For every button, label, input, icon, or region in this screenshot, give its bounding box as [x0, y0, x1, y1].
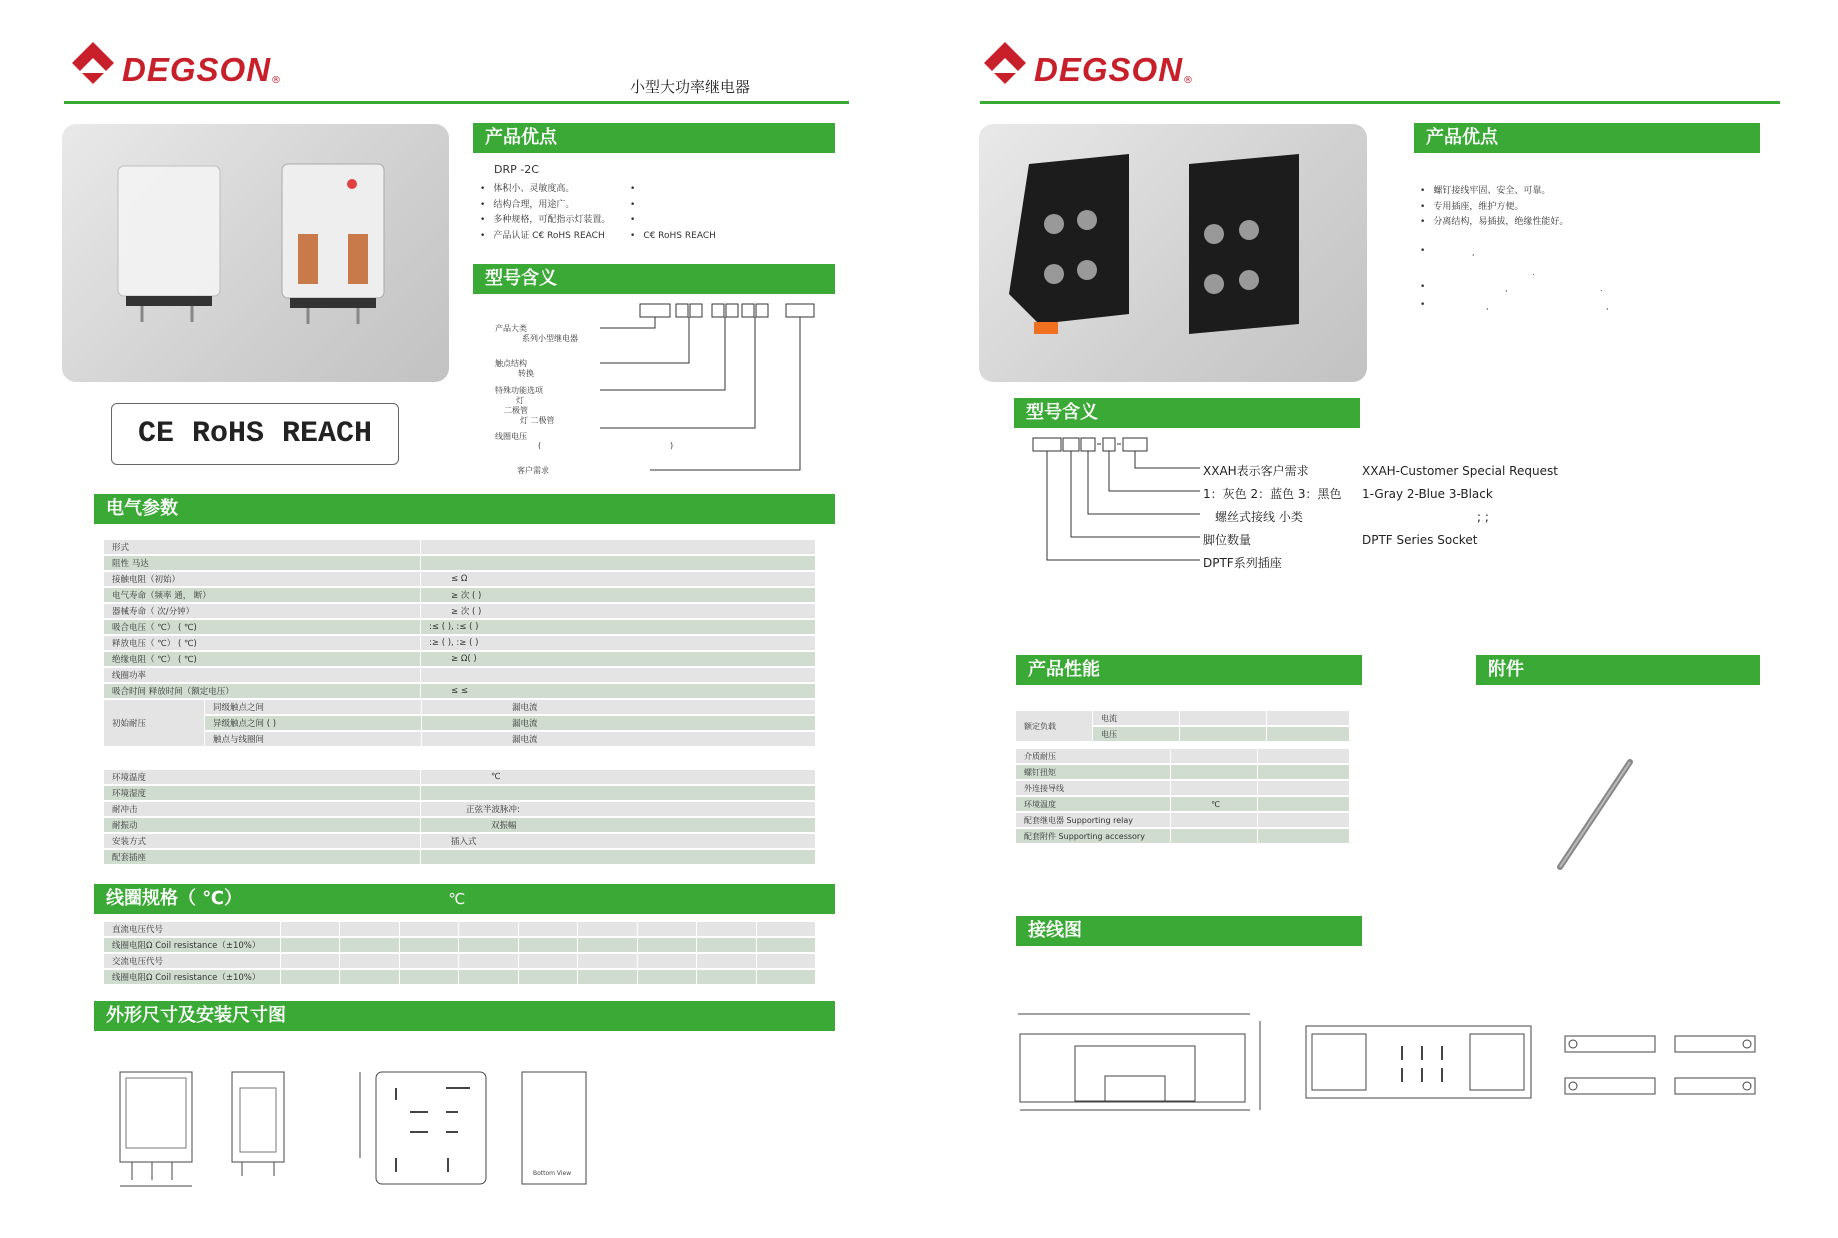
coil-row-label: 直流电压代号 [104, 922, 281, 937]
perf-label: 介质耐压 [1016, 749, 1171, 764]
load-row-label: 电流 [1093, 711, 1180, 726]
performance-table [1016, 711, 1350, 743]
electrical-params-table-2 [104, 770, 816, 866]
param-value: ≥ Ω( ) [421, 651, 816, 667]
table-row [104, 937, 816, 953]
model-label: 灯 二极管 [520, 416, 555, 425]
param-value: 双振幅 [421, 817, 816, 833]
param-label: 线圈功率 [104, 667, 421, 683]
perf-label: 配套附件 Supporting accessory [1016, 828, 1171, 844]
param-value: 漏电流 [422, 731, 816, 747]
advantage-item: • 螺钉接线牢固、安全、可靠。 [1420, 184, 1568, 200]
param-value: :≤ ( ), :≤ ( ) [421, 619, 816, 635]
table-row [104, 817, 816, 833]
perf-value: ℃ [1171, 796, 1258, 812]
right-model-meaning-heading: 型号含义 [1014, 398, 1360, 428]
brand-registered: ® [1183, 75, 1194, 86]
advantage-mark: , [1486, 302, 1489, 311]
advantage-item: • 多种规格，可配指示灯装置。 [480, 213, 610, 229]
advantage-item-en [630, 198, 716, 214]
accessory-heading: 附件 [1476, 655, 1760, 685]
advantage-dot: • [1420, 300, 1426, 310]
advantage-item: • 专用插座，维护方便。 [1420, 200, 1568, 216]
table-row [1016, 780, 1350, 796]
table-row [104, 619, 816, 635]
param-label: 释放电压（ ℃） ( ℃) [104, 635, 421, 651]
advantage-item: • 结构合理，用途广。 [480, 198, 610, 214]
perf-value [1171, 764, 1258, 780]
model-code: DRP -2C [494, 163, 539, 176]
param-value: ≤ ≤ [421, 683, 816, 699]
perf-label: 配套继电器 Supporting relay [1016, 812, 1171, 828]
model-label: ) [670, 441, 674, 450]
table-row [104, 833, 816, 849]
param-label: 吸合电压（ ℃） ( ℃) [104, 619, 421, 635]
model-line-cn: 脚位数量 [1203, 533, 1252, 547]
coil-spec-table [104, 922, 816, 986]
param-label: 同级触点之间 [205, 700, 422, 715]
brand-name: DEGSON [122, 51, 272, 88]
coil-spec-title: 线圈规格（ ℃） [106, 888, 243, 909]
left-model-meaning-heading: 型号含义 [473, 264, 835, 294]
right-advantages-heading: 产品优点 [1414, 123, 1760, 153]
left-advantage-list [480, 182, 610, 244]
relay-photo [62, 124, 449, 382]
advantage-mark: . [1600, 284, 1603, 293]
wiring-heading: 接线图 [1016, 916, 1362, 946]
param-value [421, 849, 816, 865]
perf-label: 环境温度 [1016, 796, 1171, 812]
model-line-en: 1-Gray 2-Blue 3-Black [1362, 487, 1493, 501]
advantage-dot: • [1420, 246, 1426, 256]
table-row [1016, 711, 1350, 726]
advantage-item: • 分离结构，易插拔，绝缘性能好。 [1420, 215, 1568, 231]
table-row [104, 651, 816, 667]
param-label: 耐振动 [104, 817, 421, 833]
param-label: 配套插座 [104, 849, 421, 865]
param-value: :≥ ( ), :≥ ( ) [421, 635, 816, 651]
model-line-en: ; ; [1477, 510, 1489, 524]
param-label: 电气寿命（频率 通， 断） [104, 587, 421, 603]
performance-table-2 [1016, 749, 1350, 845]
left-advantage-list-en [630, 182, 716, 244]
table-row [104, 683, 816, 699]
brand-registered: ® [271, 75, 282, 86]
table-row [104, 603, 816, 619]
table-row [104, 770, 816, 785]
degson-logo-icon [70, 40, 116, 86]
degson-logo-icon [982, 40, 1028, 86]
header-rule [64, 101, 849, 104]
advantage-item-en: • C€ RoHS REACH [630, 229, 716, 245]
param-value [421, 540, 816, 555]
perf-label: 外连接导线 [1016, 780, 1171, 796]
degson-logo [70, 40, 281, 86]
param-label: 吸合时间 释放时间（额定电压） [104, 683, 421, 699]
table-row [104, 571, 816, 587]
model-line-en: XXAH-Customer Special Request [1362, 464, 1558, 478]
param-value: ℃ [421, 770, 816, 785]
electrical-params-table [104, 540, 816, 700]
param-label: 器械寿命（ 次/分钟） [104, 603, 421, 619]
dielectric-table [104, 700, 816, 748]
param-label: 异级触点之间 ( ) [205, 715, 422, 731]
perf-label: 螺钉扭矩 [1016, 764, 1171, 780]
param-label: 环境湿度 [104, 785, 421, 801]
socket-model-labels-cn [1203, 460, 1342, 575]
advantage-mark: . [1532, 268, 1535, 277]
perf-value [1171, 812, 1258, 828]
table-row [104, 700, 816, 715]
advantage-mark: , [1505, 284, 1508, 293]
model-label: 系列小型继电器 [522, 334, 578, 343]
model-line-cn: DPTF系列插座 [1203, 556, 1282, 570]
model-line-cn: XXAH表示客户需求 [1203, 464, 1309, 478]
table-row [1016, 796, 1350, 812]
perf-value [1171, 828, 1258, 844]
model-label: 转换 [518, 369, 534, 378]
perf-value [1171, 780, 1258, 796]
model-label: 触点结构 [495, 359, 527, 368]
advantage-item: • 产品认证 C€ RoHS REACH [480, 229, 610, 245]
socket-model-labels-en [1362, 460, 1558, 552]
model-label: 特殊功能选项 [495, 386, 543, 395]
param-value: 漏电流 [422, 715, 816, 731]
table-row [104, 785, 816, 801]
param-label: 接触电阻（初始） [104, 571, 421, 587]
model-line-cn: 1：灰色 2：蓝色 3：黑色 [1203, 487, 1342, 501]
param-label: 绝缘电阻（ ℃） ( ℃) [104, 651, 421, 667]
right-advantage-list [1420, 184, 1568, 231]
param-value [421, 667, 816, 683]
certification-badge: CE RoHS REACH [111, 403, 399, 465]
perf-value [1171, 749, 1258, 764]
dielectric-label: 初始耐压 [104, 700, 205, 747]
table-row [104, 801, 816, 817]
model-label: 二极管 [504, 406, 528, 415]
advantage-item: • 体积小、灵敏度高。 [480, 182, 610, 198]
model-label: 客户需求 [517, 466, 549, 475]
page-title: 小型大功率继电器 [630, 78, 751, 96]
param-value [421, 785, 816, 801]
table-row [104, 969, 816, 985]
coil-row-label: 交流电压代号 [104, 953, 281, 969]
param-value: ≥ 次 ( ) [421, 587, 816, 603]
coil-spec-suffix: ℃ [448, 890, 466, 908]
brand-name: DEGSON [1034, 51, 1184, 88]
model-label: 产品大类 [495, 324, 527, 333]
model-line-en: DPTF Series Socket [1362, 533, 1478, 547]
param-label: 触点与线圈间 [205, 731, 422, 747]
table-row [104, 731, 816, 747]
advantage-mark: , [1472, 248, 1475, 257]
table-row [104, 953, 816, 969]
param-label: 阻性 马达 [104, 555, 421, 571]
param-value: 漏电流 [422, 700, 816, 715]
accessory-clip-image [1540, 752, 1650, 882]
degson-logo-right [982, 40, 1193, 86]
table-row [104, 635, 816, 651]
wiring-drawings [1010, 1006, 1765, 1116]
table-row [104, 667, 816, 683]
table-row [104, 555, 816, 571]
model-line-cn: 螺丝式接线 小类 [1215, 510, 1303, 524]
coil-row-label: 线圈电阻Ω Coil resistance（±10%） [104, 937, 281, 953]
table-row [104, 715, 816, 731]
table-row [1016, 812, 1350, 828]
socket-photo [979, 124, 1367, 382]
param-value [421, 555, 816, 571]
table-row [1016, 828, 1350, 844]
param-label: 环境温度 [104, 770, 421, 785]
param-label: 安装方式 [104, 833, 421, 849]
param-label: 形式 [104, 540, 421, 555]
performance-heading: 产品性能 [1016, 655, 1362, 685]
electrical-params-heading: 电气参数 [94, 494, 835, 524]
model-label: ( [538, 441, 542, 450]
advantage-item-en [630, 213, 716, 229]
dimensions-heading: 外形尺寸及安装尺寸图 [94, 1001, 835, 1031]
socket-model-diagram [1030, 434, 1210, 564]
dimension-drawings [110, 1048, 610, 1190]
model-label: 灯 [516, 396, 524, 405]
param-value: ≥ 次 ( ) [421, 603, 816, 619]
param-value: 正弦半波脉冲: [421, 801, 816, 817]
table-row [104, 587, 816, 603]
advantage-dot: • [1420, 282, 1426, 292]
load-label: 额定负载 [1016, 711, 1093, 742]
bottom-view-label: Bottom View [533, 1170, 572, 1177]
coil-row-label: 线圈电阻Ω Coil resistance（±10%） [104, 969, 281, 985]
param-label: 耐冲击 [104, 801, 421, 817]
advantage-mark: , [1606, 302, 1609, 311]
table-row [1016, 764, 1350, 780]
table-row [104, 849, 816, 865]
table-row [104, 922, 816, 937]
load-row-label: 电压 [1093, 726, 1180, 742]
table-row [1016, 749, 1350, 764]
header-rule-right [980, 101, 1780, 104]
coil-spec-heading [94, 884, 835, 914]
param-value: ≤ Ω [421, 571, 816, 587]
model-label: 线圈电压 [495, 432, 527, 441]
advantage-item-en [630, 182, 716, 198]
param-value: 插入式 [421, 833, 816, 849]
left-advantages-heading: 产品优点 [473, 123, 835, 153]
table-row [104, 540, 816, 555]
